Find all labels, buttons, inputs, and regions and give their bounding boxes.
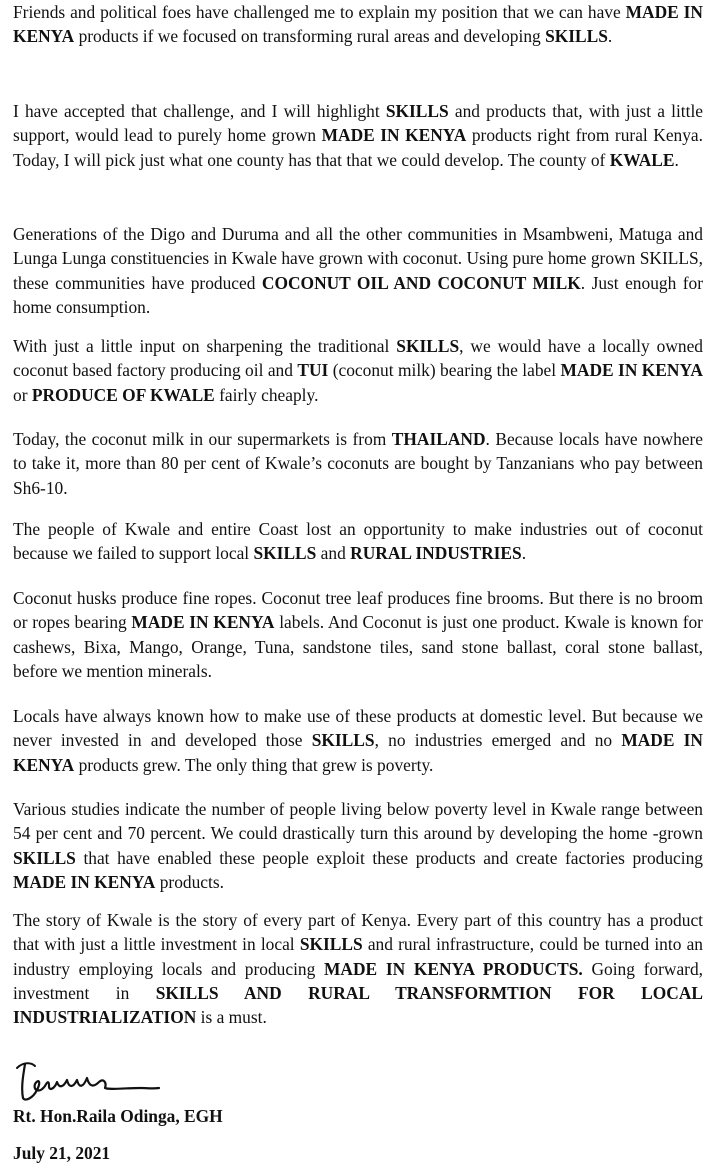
emphasized-text: SKILLS <box>311 730 375 751</box>
body-text: is a must. <box>196 1007 267 1028</box>
body-text: I have accepted that challenge, and I will highlight <box>13 101 386 121</box>
paragraph <box>13 797 703 894</box>
emphasized-text: KWALE <box>609 149 675 170</box>
body-text: Going forward, investment in <box>13 958 703 1003</box>
paragraph <box>13 517 703 566</box>
body-text: , no industries emerged and no <box>374 730 622 751</box>
body-text: The story of Kwale is the story of every part of Kenya. Every part of this country has a product that with just a little investment in local <box>13 910 703 955</box>
paragraph <box>13 908 703 1029</box>
emphasized-text: COCONUT OIL AND COCONUT MILK <box>261 272 581 293</box>
paragraph <box>13 334 703 407</box>
body-text: . Because locals have nowhere to take it, more than 80 per cent of Kwale’s coconuts are bought by Tanzanians who pay between Sh6-10. <box>13 429 703 498</box>
emphasized-text: SKILLS <box>396 336 460 356</box>
body-text: . Just enough for home consumption. <box>13 272 703 317</box>
letter-date: July 21, 2021 <box>13 1143 111 1163</box>
body-text: , we would have a locally owned coconut based factory producing oil and <box>13 336 703 381</box>
emphasized-text: PRODUCE OF KWALE <box>31 384 215 405</box>
body-text: Today, the coconut milk in our supermarkets is from <box>13 429 392 449</box>
body-text: products. <box>155 871 224 892</box>
emphasized-text: MADE IN KENYA <box>13 2 703 47</box>
body-text: products right from rural Kenya. Today, I will pick just what one county has that that we could develop. The county of <box>13 125 703 170</box>
body-text: The people of Kwale and entire Coast lost an opportunity to make industries out of coconut because we failed to support local <box>13 519 703 564</box>
body-text: and products that, with just a little support, would lead to purely home grown <box>13 101 703 146</box>
emphasized-text: SKILLS AND RURAL TRANSFORMTION FOR LOCAL INDUSTRIALIZATION <box>13 982 703 1028</box>
emphasized-text: MADE IN KENYA <box>131 612 275 633</box>
paragraph <box>13 427 703 500</box>
body-text: (coconut milk) bearing the label <box>328 360 561 381</box>
emphasized-text: RURAL INDUSTRIES <box>350 543 522 564</box>
body-text: Friends and political foes have challenged me to explain my position that we can have <box>13 2 626 22</box>
body-text: Locals have always known how to make use of these products at domestic level. But because we never invested in and developed those <box>13 706 703 751</box>
body-text: that have enabled these people exploit these products and create factories producing <box>75 847 703 868</box>
emphasized-text: MADE IN KENYA <box>321 125 467 146</box>
body-text: and rural infrastructure, could be turned into an industry employing locals and producing <box>13 934 704 979</box>
body-text: . <box>607 26 613 47</box>
emphasized-text: MADE IN KENYA PRODUCTS. <box>324 958 583 979</box>
body-text: Various studies indicate the number of people living below poverty level in Kwale range between 54 per cent and 70 percent. We could drastically turn this around by developing the home -grown <box>13 799 703 844</box>
body-text: . <box>521 543 527 564</box>
emphasized-text: TUI <box>297 360 329 381</box>
body-text: Coconut husks produce fine ropes. Coconut tree leaf produces fine brooms. But there is no broom or ropes bearing <box>13 588 703 633</box>
signatory-name: Rt. Hon.Raila Odinga, EGH <box>13 1106 223 1126</box>
emphasized-text: MADE IN KENYA <box>560 360 703 381</box>
paragraph <box>13 586 703 683</box>
emphasized-text: THAILAND <box>391 429 486 449</box>
emphasized-text: SKILLS <box>545 26 608 47</box>
body-text: fairly cheaply. <box>214 384 319 405</box>
paragraph <box>13 99 703 172</box>
emphasized-text: SKILLS <box>253 543 317 564</box>
emphasized-text: SKILLS <box>385 101 449 121</box>
body-text: and <box>316 543 351 564</box>
emphasized-text: SKILLS <box>299 934 363 955</box>
body-text: Generations of the Digo and Duruma and all the other communities in Msambweni, Matuga and Lunga Lunga constituencies in Kwale have grown with coconut. Using pure home grown SKILLS, these communities have produced <box>13 224 703 293</box>
emphasized-text: MADE IN KENYA <box>13 730 703 775</box>
emphasized-text: SKILLS <box>13 847 76 868</box>
body-text: or <box>13 384 32 405</box>
paragraph <box>13 0 703 49</box>
paragraph <box>13 704 703 777</box>
body-text: products grew. The only thing that grew is poverty. <box>74 754 434 775</box>
body-text: . <box>674 149 679 170</box>
emphasized-text: MADE IN KENYA <box>13 871 156 892</box>
body-text: products if we focused on transforming rural areas and developing <box>74 26 546 47</box>
body-text: labels. And Coconut is just one product. Kwale is known for cashews, Bixa, Mango, Orange, Tuna, sandstone tiles, sand stone ballast, coral stone ballast, before we mention minerals. <box>13 612 703 681</box>
paragraph <box>13 222 703 319</box>
body-text: With just a little input on sharpening the traditional <box>13 336 397 356</box>
handwritten-signature <box>13 1058 163 1104</box>
